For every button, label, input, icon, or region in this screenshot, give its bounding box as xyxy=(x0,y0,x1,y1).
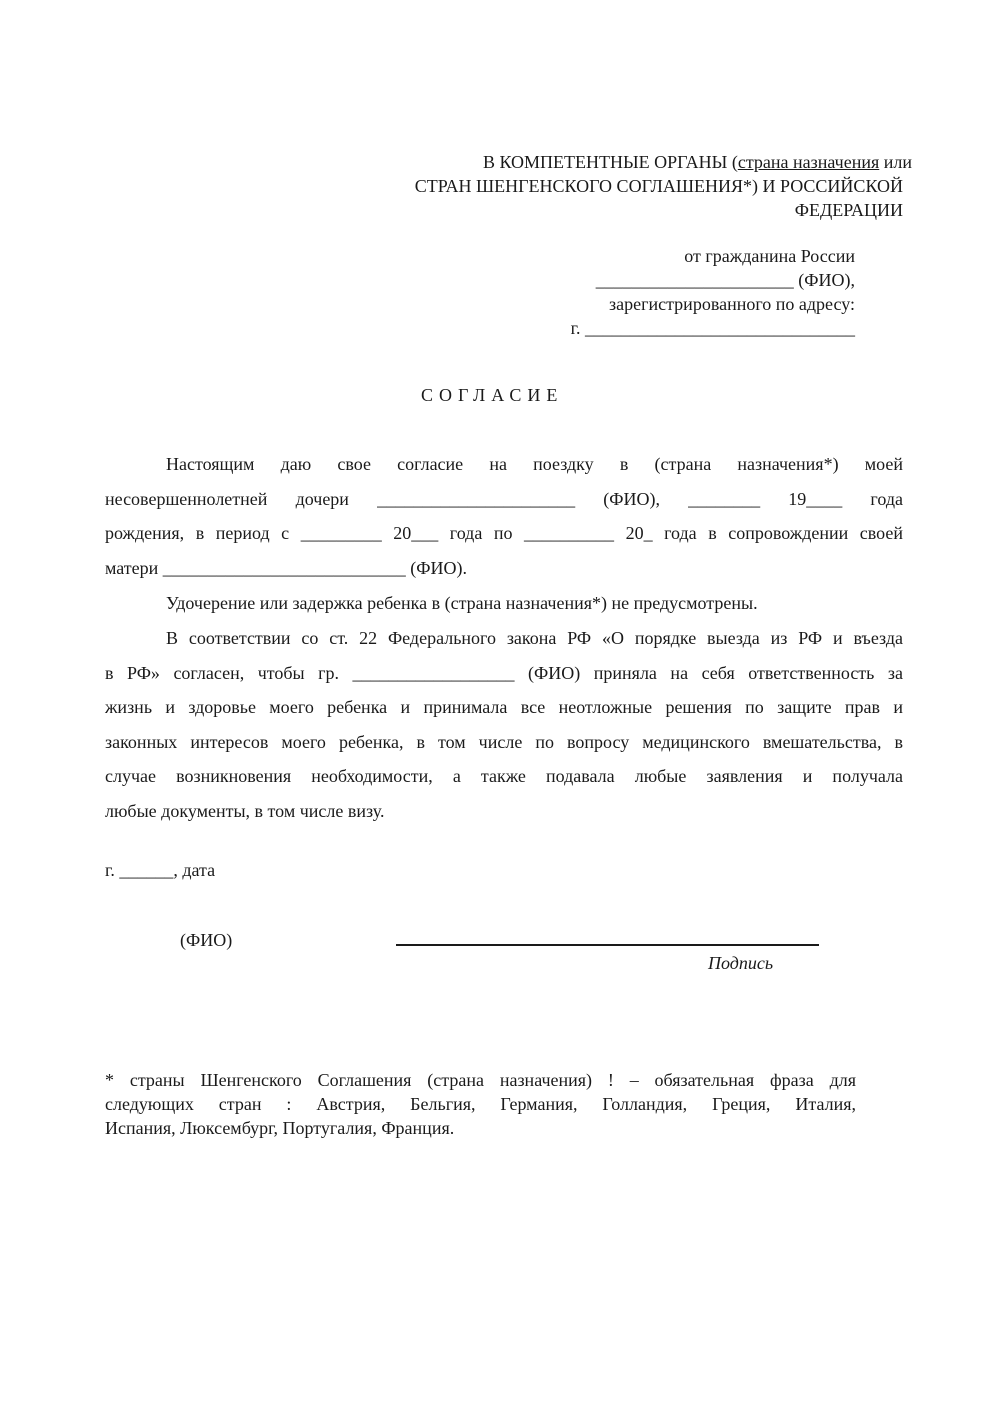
paragraph-3-line: жизнь и здоровье моего ребенка и принимала все неотложные решения по защите прав и xyxy=(105,697,903,718)
paragraph-1 xyxy=(105,447,903,585)
sender-line-2: ______________________ (ФИО), xyxy=(595,270,855,290)
paragraph-1-line: Настоящим даю свое согласие на поездку в (страна назначения*) моей xyxy=(166,454,903,474)
paragraph-3-line: в РФ» согласен, чтобы гр. __________________ (ФИО) приняла на себя ответственность за xyxy=(105,662,903,683)
footnote-line: Испания, Люксембург, Португалия, Франция. xyxy=(105,1118,455,1138)
footnote-line: следующих стран : Австрия, Бельгия, Германия, Голландия, Греция, Италия, xyxy=(105,1094,856,1114)
paragraph-2 xyxy=(105,586,903,621)
paragraph-2-line: Удочерение или задержка ребенка в (страна назначения*) не предусмотрены. xyxy=(166,593,758,613)
document-title: СОГЛАСИЕ xyxy=(421,385,564,405)
footnote xyxy=(105,1068,856,1140)
signature-fio-label: (ФИО) xyxy=(180,930,233,950)
paragraph-3-line: В соответствии со ст. 22 Федерального закона РФ «О порядке выезда из РФ и въезда xyxy=(166,628,903,648)
sender-line-3: зарегистрированного по адресу: xyxy=(609,294,855,314)
addressee-line-1 xyxy=(483,152,912,174)
paragraph-1-line: рождения, в период с _________ 20___ года по __________ 20_ года в сопровождении своей xyxy=(105,523,903,544)
sender-line-1: от гражданина России xyxy=(684,246,855,266)
sender-line-4: г. ______________________________ xyxy=(570,318,855,338)
place-date: г. ______, дата xyxy=(105,860,216,880)
footnote-line: * страны Шенгенского Соглашения (страна назначения) ! – обязательная фраза для xyxy=(105,1070,856,1090)
paragraph-3 xyxy=(105,621,903,829)
addressee-prefix: В КОМПЕТЕНТНЫЕ ОРГАНЫ ( xyxy=(482,152,738,172)
addressee-line-2: СТРАН ШЕНГЕНСКОГО СОГЛАШЕНИЯ*) И РОССИЙСКОЙ xyxy=(414,176,903,196)
paragraph-1-line: матери ___________________________ (ФИО). xyxy=(105,557,467,578)
paragraph-3-line: законных интересов моего ребенка, в том числе по вопросу медицинского вмешательства, в xyxy=(105,731,903,752)
signature-line xyxy=(396,944,819,946)
paragraph-1-line: несовершеннолетней дочери ______________________ (ФИО), ________ 19____ года xyxy=(105,488,903,509)
paragraph-3-line: случае возникновения необходимости, а также подавала любые заявления и получала xyxy=(105,766,903,787)
destination-country-underlined: страна назначения xyxy=(737,152,880,172)
addressee-line-3: ФЕДЕРАЦИИ xyxy=(794,200,903,220)
signature-caption: Подпись xyxy=(708,953,774,973)
paragraph-3-line: любые документы, в том числе визу. xyxy=(105,800,385,821)
addressee-suffix: или xyxy=(879,152,912,172)
